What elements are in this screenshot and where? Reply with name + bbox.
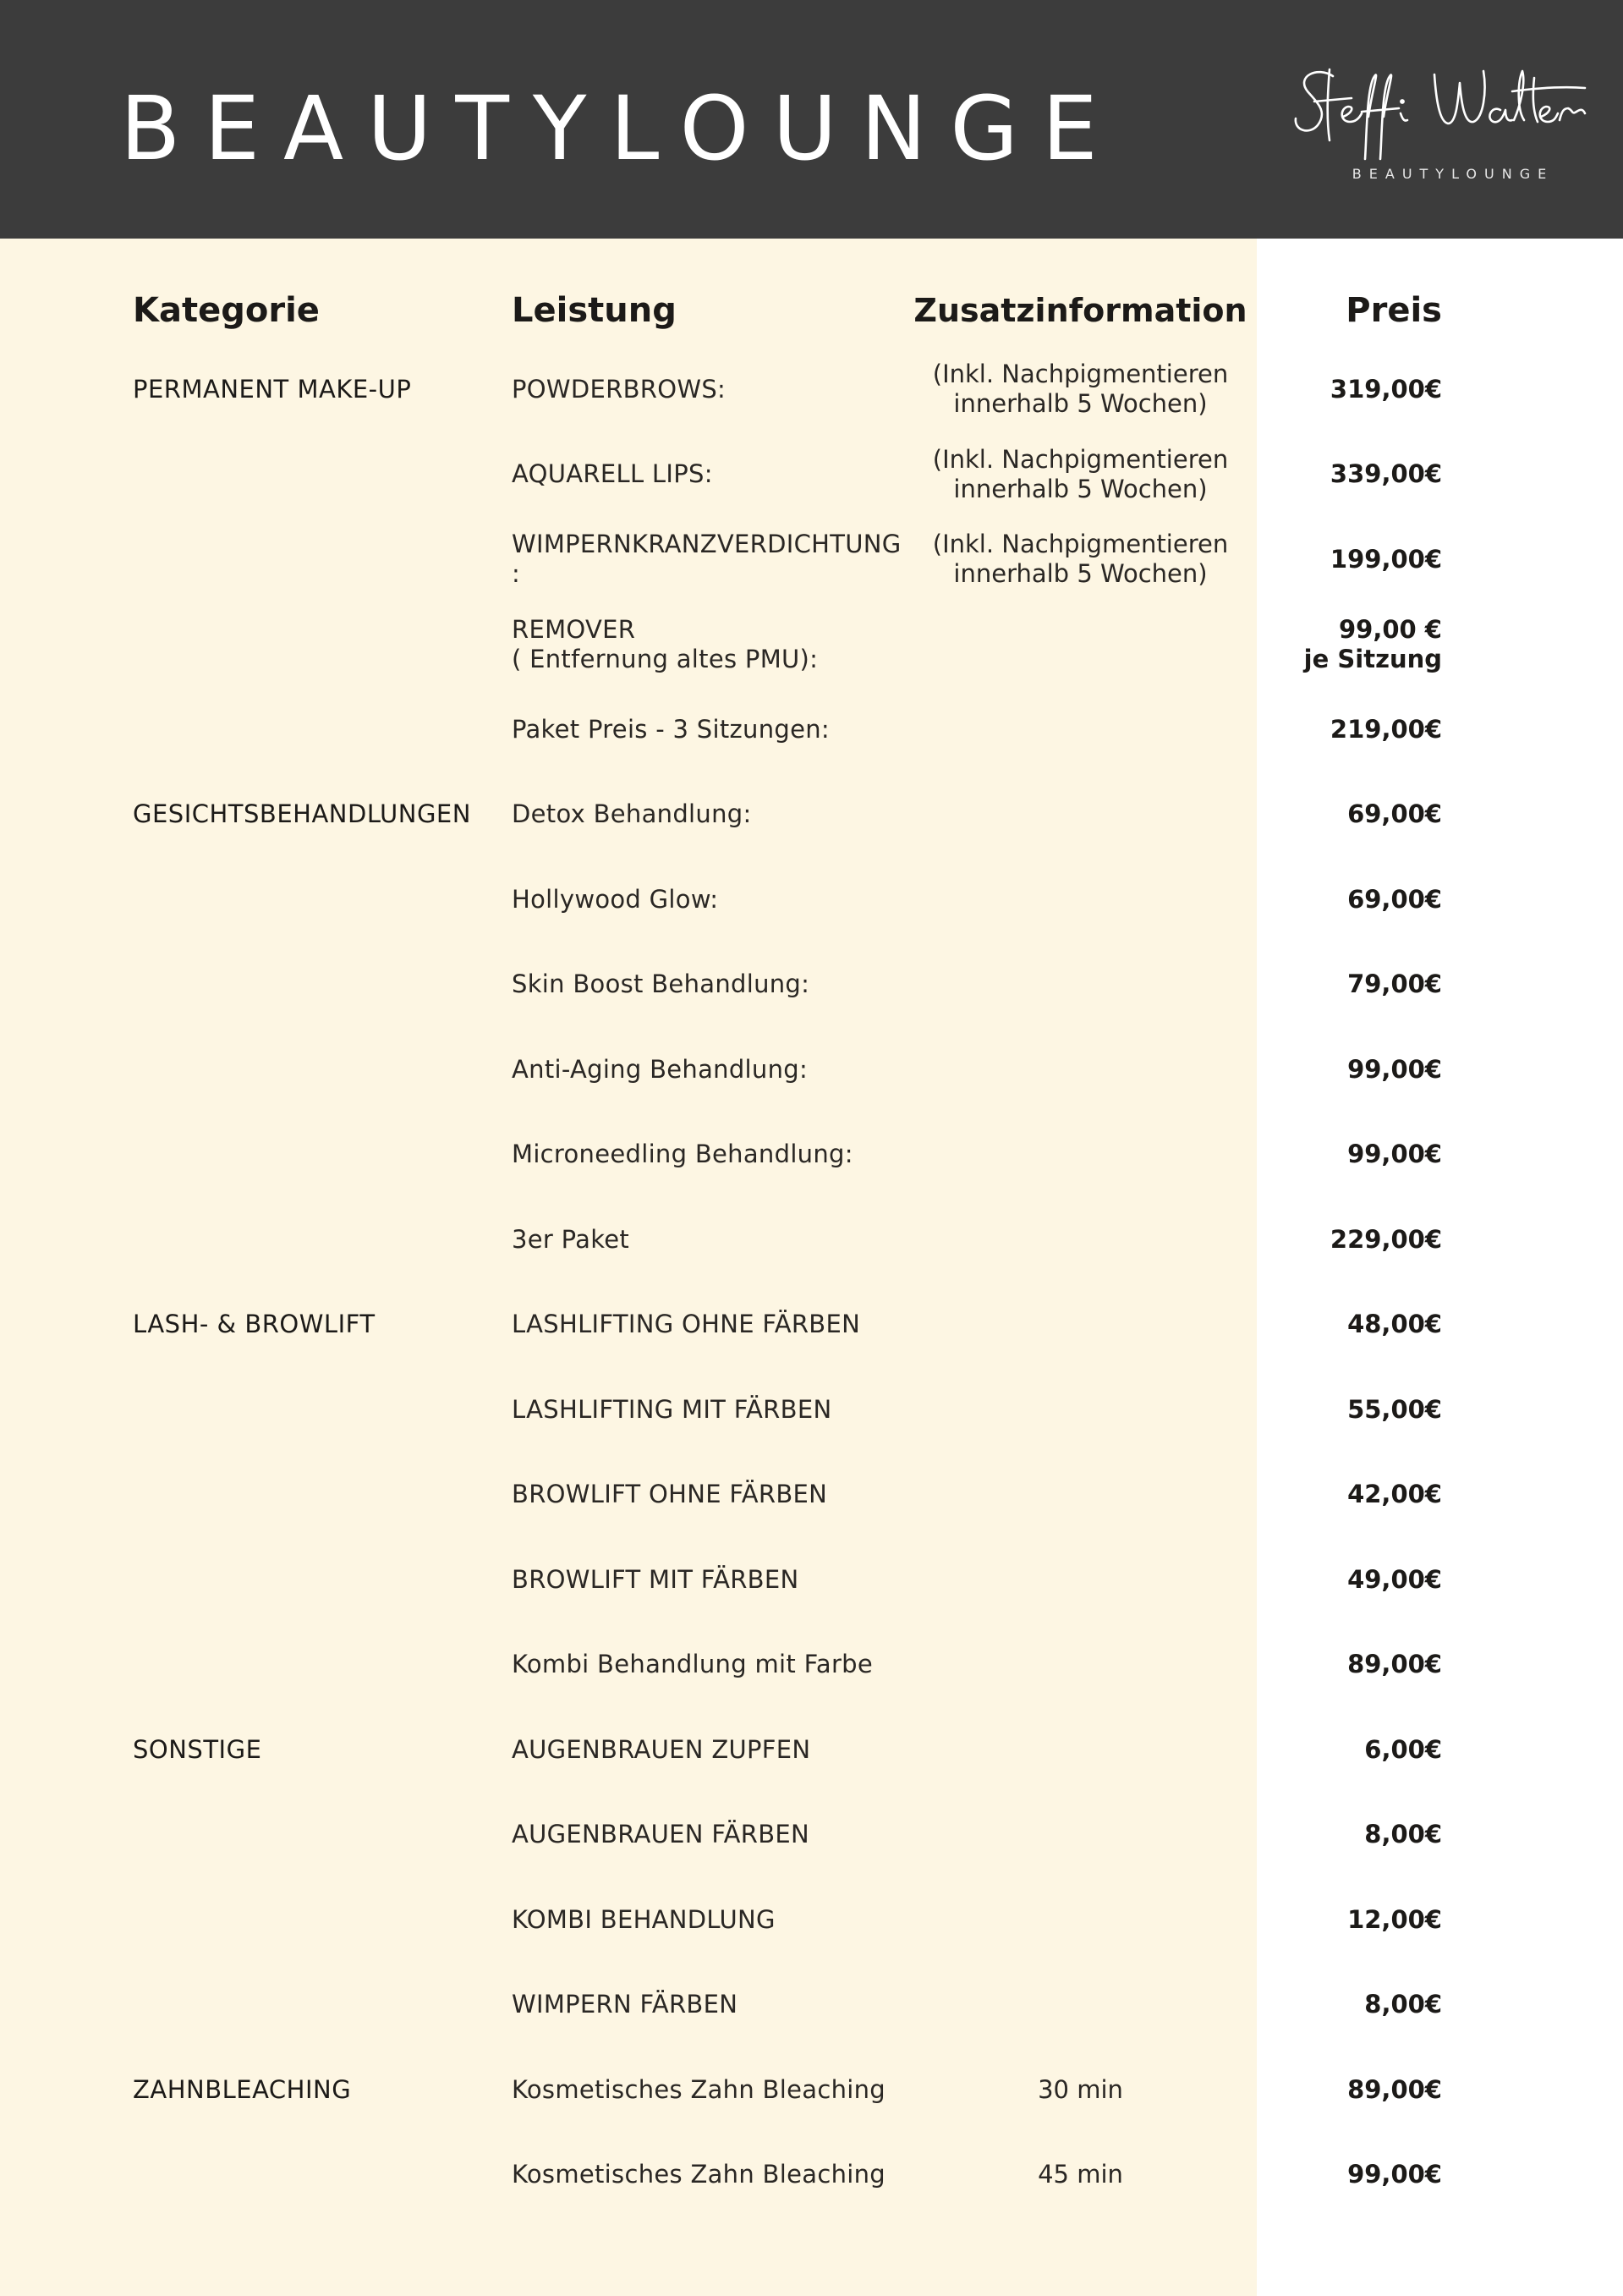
row-category-cell bbox=[133, 1623, 505, 1707]
row-price-cell bbox=[1218, 1707, 1442, 1792]
row-price-cell bbox=[1218, 687, 1442, 772]
row-service: BROWLIFT OHNE FÄRBEN bbox=[512, 1480, 828, 1508]
table-row bbox=[0, 1963, 1623, 2047]
row-service-cell bbox=[512, 1027, 901, 1112]
row-price: 49,00€ bbox=[1347, 1564, 1442, 1594]
table-row bbox=[0, 602, 1623, 687]
table-row bbox=[0, 1537, 1623, 1622]
page-header bbox=[0, 0, 1623, 239]
row-price-cell bbox=[1218, 1877, 1442, 1962]
row-price-cell bbox=[1218, 1112, 1442, 1197]
row-service-cell bbox=[512, 772, 901, 857]
table-row bbox=[0, 1793, 1623, 1877]
row-category-cell bbox=[133, 602, 505, 687]
row-price: 55,00€ bbox=[1347, 1394, 1442, 1424]
row-service: AUGENBRAUEN FÄRBEN bbox=[512, 1820, 810, 1848]
row-category-cell bbox=[133, 1027, 505, 1112]
row-info: 45 min bbox=[1038, 2160, 1123, 2189]
row-category-cell bbox=[133, 1793, 505, 1877]
row-price: 79,00€ bbox=[1347, 969, 1442, 998]
row-service-cell bbox=[512, 517, 901, 601]
row-category-cell bbox=[133, 942, 505, 1027]
row-price-cell bbox=[1218, 517, 1442, 601]
row-category-cell bbox=[133, 1367, 505, 1452]
table-row bbox=[0, 857, 1623, 942]
row-service: AQUARELL LIPS: bbox=[512, 459, 713, 488]
row-service-cell bbox=[512, 1877, 901, 1962]
row-service: Paket Preis - 3 Sitzungen: bbox=[512, 714, 831, 744]
table-row bbox=[0, 687, 1623, 772]
row-info: (Inkl. Nachpigmentieren innerhalb 5 Wochen) bbox=[932, 360, 1229, 418]
row-service-cell bbox=[512, 1623, 901, 1707]
row-info-cell bbox=[905, 517, 1256, 601]
table-row bbox=[0, 1197, 1623, 1282]
row-price-cell bbox=[1218, 942, 1442, 1027]
column-header-zusatzinformation: Zusatzinformation bbox=[913, 292, 1247, 329]
row-price-cell bbox=[1218, 602, 1442, 687]
row-category-cell bbox=[133, 857, 505, 942]
row-price-cell bbox=[1218, 1453, 1442, 1537]
row-price-cell bbox=[1218, 857, 1442, 942]
row-price-cell bbox=[1218, 2133, 1442, 2217]
row-service-cell bbox=[512, 1197, 901, 1282]
table-row bbox=[0, 1027, 1623, 1112]
row-category: GESICHTSBEHANDLUNGEN bbox=[133, 799, 471, 828]
table-row bbox=[0, 1877, 1623, 1962]
row-service-cell bbox=[512, 1963, 901, 2047]
row-info-cell bbox=[905, 1453, 1256, 1537]
row-info-cell bbox=[905, 1537, 1256, 1622]
row-category-cell bbox=[133, 1877, 505, 1962]
row-info-cell bbox=[905, 942, 1256, 1027]
row-service: LASHLIFTING MIT FÄRBEN bbox=[512, 1394, 832, 1424]
row-info-cell bbox=[905, 1793, 1256, 1877]
row-category-cell bbox=[133, 432, 505, 517]
row-price: 6,00€ bbox=[1364, 1734, 1442, 1764]
row-price: 319,00€ bbox=[1330, 374, 1442, 404]
row-price-cell bbox=[1218, 772, 1442, 857]
row-info-cell bbox=[905, 857, 1256, 942]
row-category: PERMANENT MAKE-UP bbox=[133, 374, 412, 404]
row-service-cell bbox=[512, 602, 901, 687]
table-row bbox=[0, 2047, 1623, 2132]
row-price-cell bbox=[1218, 1027, 1442, 1112]
row-info-cell bbox=[905, 1283, 1256, 1367]
row-price: 99,00€ bbox=[1347, 2160, 1442, 2189]
row-service: WIMPERNKRANZVERDICHTUNG : bbox=[512, 530, 902, 588]
row-service-cell bbox=[512, 1707, 901, 1792]
row-service: AUGENBRAUEN ZUPFEN bbox=[512, 1734, 811, 1764]
row-category-cell bbox=[133, 347, 505, 431]
row-price: 99,00€ bbox=[1347, 1054, 1442, 1084]
row-price: 219,00€ bbox=[1330, 714, 1442, 744]
row-service: Kosmetisches Zahn Bleaching bbox=[512, 2160, 886, 2189]
row-info-cell bbox=[905, 1707, 1256, 1792]
row-price-cell bbox=[1218, 432, 1442, 517]
row-category: ZAHNBLEACHING bbox=[133, 2074, 352, 2104]
row-info-cell bbox=[905, 772, 1256, 857]
row-service-cell bbox=[512, 1367, 901, 1452]
row-price-cell bbox=[1218, 1537, 1442, 1622]
row-price-cell bbox=[1218, 1623, 1442, 1707]
table-row bbox=[0, 1707, 1623, 1792]
table-header bbox=[0, 281, 1623, 340]
row-service-cell bbox=[512, 1537, 901, 1622]
row-category-cell bbox=[133, 2047, 505, 2132]
row-price: 229,00€ bbox=[1330, 1224, 1442, 1254]
row-price: 99,00€ bbox=[1347, 1140, 1442, 1168]
row-info: (Inkl. Nachpigmentieren innerhalb 5 Wochen) bbox=[932, 530, 1229, 588]
table-row bbox=[0, 1367, 1623, 1452]
row-info-cell bbox=[905, 432, 1256, 517]
row-category-cell bbox=[133, 1963, 505, 2047]
row-service-cell bbox=[512, 1283, 901, 1367]
row-service-cell bbox=[512, 687, 901, 772]
row-service: WIMPERN FÄRBEN bbox=[512, 1990, 738, 2019]
row-category: LASH- & BROWLIFT bbox=[133, 1310, 376, 1338]
signature-script-icon bbox=[1284, 58, 1597, 168]
column-header-kategorie: Kategorie bbox=[133, 291, 320, 330]
row-price-cell bbox=[1218, 2047, 1442, 2132]
row-service-cell bbox=[512, 2133, 901, 2217]
row-service: Skin Boost Behandlung: bbox=[512, 969, 810, 998]
row-service: Anti-Aging Behandlung: bbox=[512, 1054, 809, 1084]
row-info-cell bbox=[905, 1027, 1256, 1112]
row-price-cell bbox=[1218, 1367, 1442, 1452]
row-info-cell bbox=[905, 1623, 1256, 1707]
table-row bbox=[0, 2133, 1623, 2217]
row-price-cell bbox=[1218, 1283, 1442, 1367]
row-price: 42,00€ bbox=[1347, 1480, 1442, 1508]
row-price: 12,00€ bbox=[1347, 1904, 1442, 1934]
row-price: 99,00 € je Sitzung bbox=[1303, 614, 1442, 673]
table-row bbox=[0, 1112, 1623, 1197]
row-category-cell bbox=[133, 1707, 505, 1792]
table-row bbox=[0, 517, 1623, 601]
row-category-cell bbox=[133, 1537, 505, 1622]
row-service: 3er Paket bbox=[512, 1224, 630, 1254]
row-category-cell bbox=[133, 1197, 505, 1282]
table-row bbox=[0, 1623, 1623, 1707]
row-service: REMOVER ( Entfernung altes PMU): bbox=[512, 614, 819, 673]
signature-subtitle: BEAUTYLOUNGE bbox=[1352, 166, 1554, 182]
row-price-cell bbox=[1218, 347, 1442, 431]
row-price: 199,00€ bbox=[1330, 544, 1442, 574]
row-price: 8,00€ bbox=[1364, 1820, 1442, 1848]
row-price: 69,00€ bbox=[1347, 799, 1442, 828]
row-info-cell bbox=[905, 687, 1256, 772]
table-row bbox=[0, 1283, 1623, 1367]
row-info-cell bbox=[905, 602, 1256, 687]
row-category: SONSTIGE bbox=[133, 1734, 262, 1764]
row-price: 89,00€ bbox=[1347, 2074, 1442, 2104]
column-header-preis: Preis bbox=[1346, 291, 1442, 330]
row-category-cell bbox=[133, 1283, 505, 1367]
column-header-leistung: Leistung bbox=[512, 291, 677, 330]
row-info-cell bbox=[905, 1963, 1256, 2047]
table-row bbox=[0, 347, 1623, 431]
row-info-cell bbox=[905, 1367, 1256, 1452]
row-price: 339,00€ bbox=[1330, 459, 1442, 488]
row-service-cell bbox=[512, 857, 901, 942]
row-info-cell bbox=[905, 2133, 1256, 2217]
signature-logo bbox=[1284, 58, 1597, 193]
table-row bbox=[0, 432, 1623, 517]
row-price-cell bbox=[1218, 1793, 1442, 1877]
row-price: 48,00€ bbox=[1347, 1310, 1442, 1338]
row-info-cell bbox=[905, 347, 1256, 431]
row-info: (Inkl. Nachpigmentieren innerhalb 5 Wochen) bbox=[932, 444, 1229, 503]
row-price-cell bbox=[1218, 1197, 1442, 1282]
row-service: KOMBI BEHANDLUNG bbox=[512, 1904, 776, 1934]
row-category-cell bbox=[133, 1112, 505, 1197]
row-price: 69,00€ bbox=[1347, 884, 1442, 914]
row-service-cell bbox=[512, 1793, 901, 1877]
row-category-cell bbox=[133, 1453, 505, 1537]
row-category-cell bbox=[133, 517, 505, 601]
row-service-cell bbox=[512, 1112, 901, 1197]
row-category-cell bbox=[133, 772, 505, 857]
row-price: 89,00€ bbox=[1347, 1650, 1442, 1678]
row-info-cell bbox=[905, 1197, 1256, 1282]
table-row bbox=[0, 942, 1623, 1027]
row-service-cell bbox=[512, 432, 901, 517]
row-service: POWDERBROWS: bbox=[512, 374, 727, 404]
row-price-cell bbox=[1218, 1963, 1442, 2047]
row-info: 30 min bbox=[1038, 2074, 1123, 2104]
row-service-cell bbox=[512, 942, 901, 1027]
row-price: 8,00€ bbox=[1364, 1990, 1442, 2019]
row-info-cell bbox=[905, 1877, 1256, 1962]
row-service: LASHLIFTING OHNE FÄRBEN bbox=[512, 1310, 861, 1338]
row-info-cell bbox=[905, 1112, 1256, 1197]
row-service-cell bbox=[512, 2047, 901, 2132]
row-service: Microneedling Behandlung: bbox=[512, 1140, 853, 1168]
row-info-cell bbox=[905, 2047, 1256, 2132]
row-service: Kombi Behandlung mit Farbe bbox=[512, 1650, 874, 1678]
row-service: Detox Behandlung: bbox=[512, 799, 752, 828]
row-service: BROWLIFT MIT FÄRBEN bbox=[512, 1564, 799, 1594]
row-service: Hollywood Glow: bbox=[512, 884, 719, 914]
table-row bbox=[0, 1453, 1623, 1537]
row-service: Kosmetisches Zahn Bleaching bbox=[512, 2074, 886, 2104]
row-category-cell bbox=[133, 2133, 505, 2217]
brand-title: BEAUTYLOUNGE bbox=[120, 77, 1121, 180]
row-service-cell bbox=[512, 1453, 901, 1537]
row-category-cell bbox=[133, 687, 505, 772]
table-row bbox=[0, 772, 1623, 857]
row-service-cell bbox=[512, 347, 901, 431]
